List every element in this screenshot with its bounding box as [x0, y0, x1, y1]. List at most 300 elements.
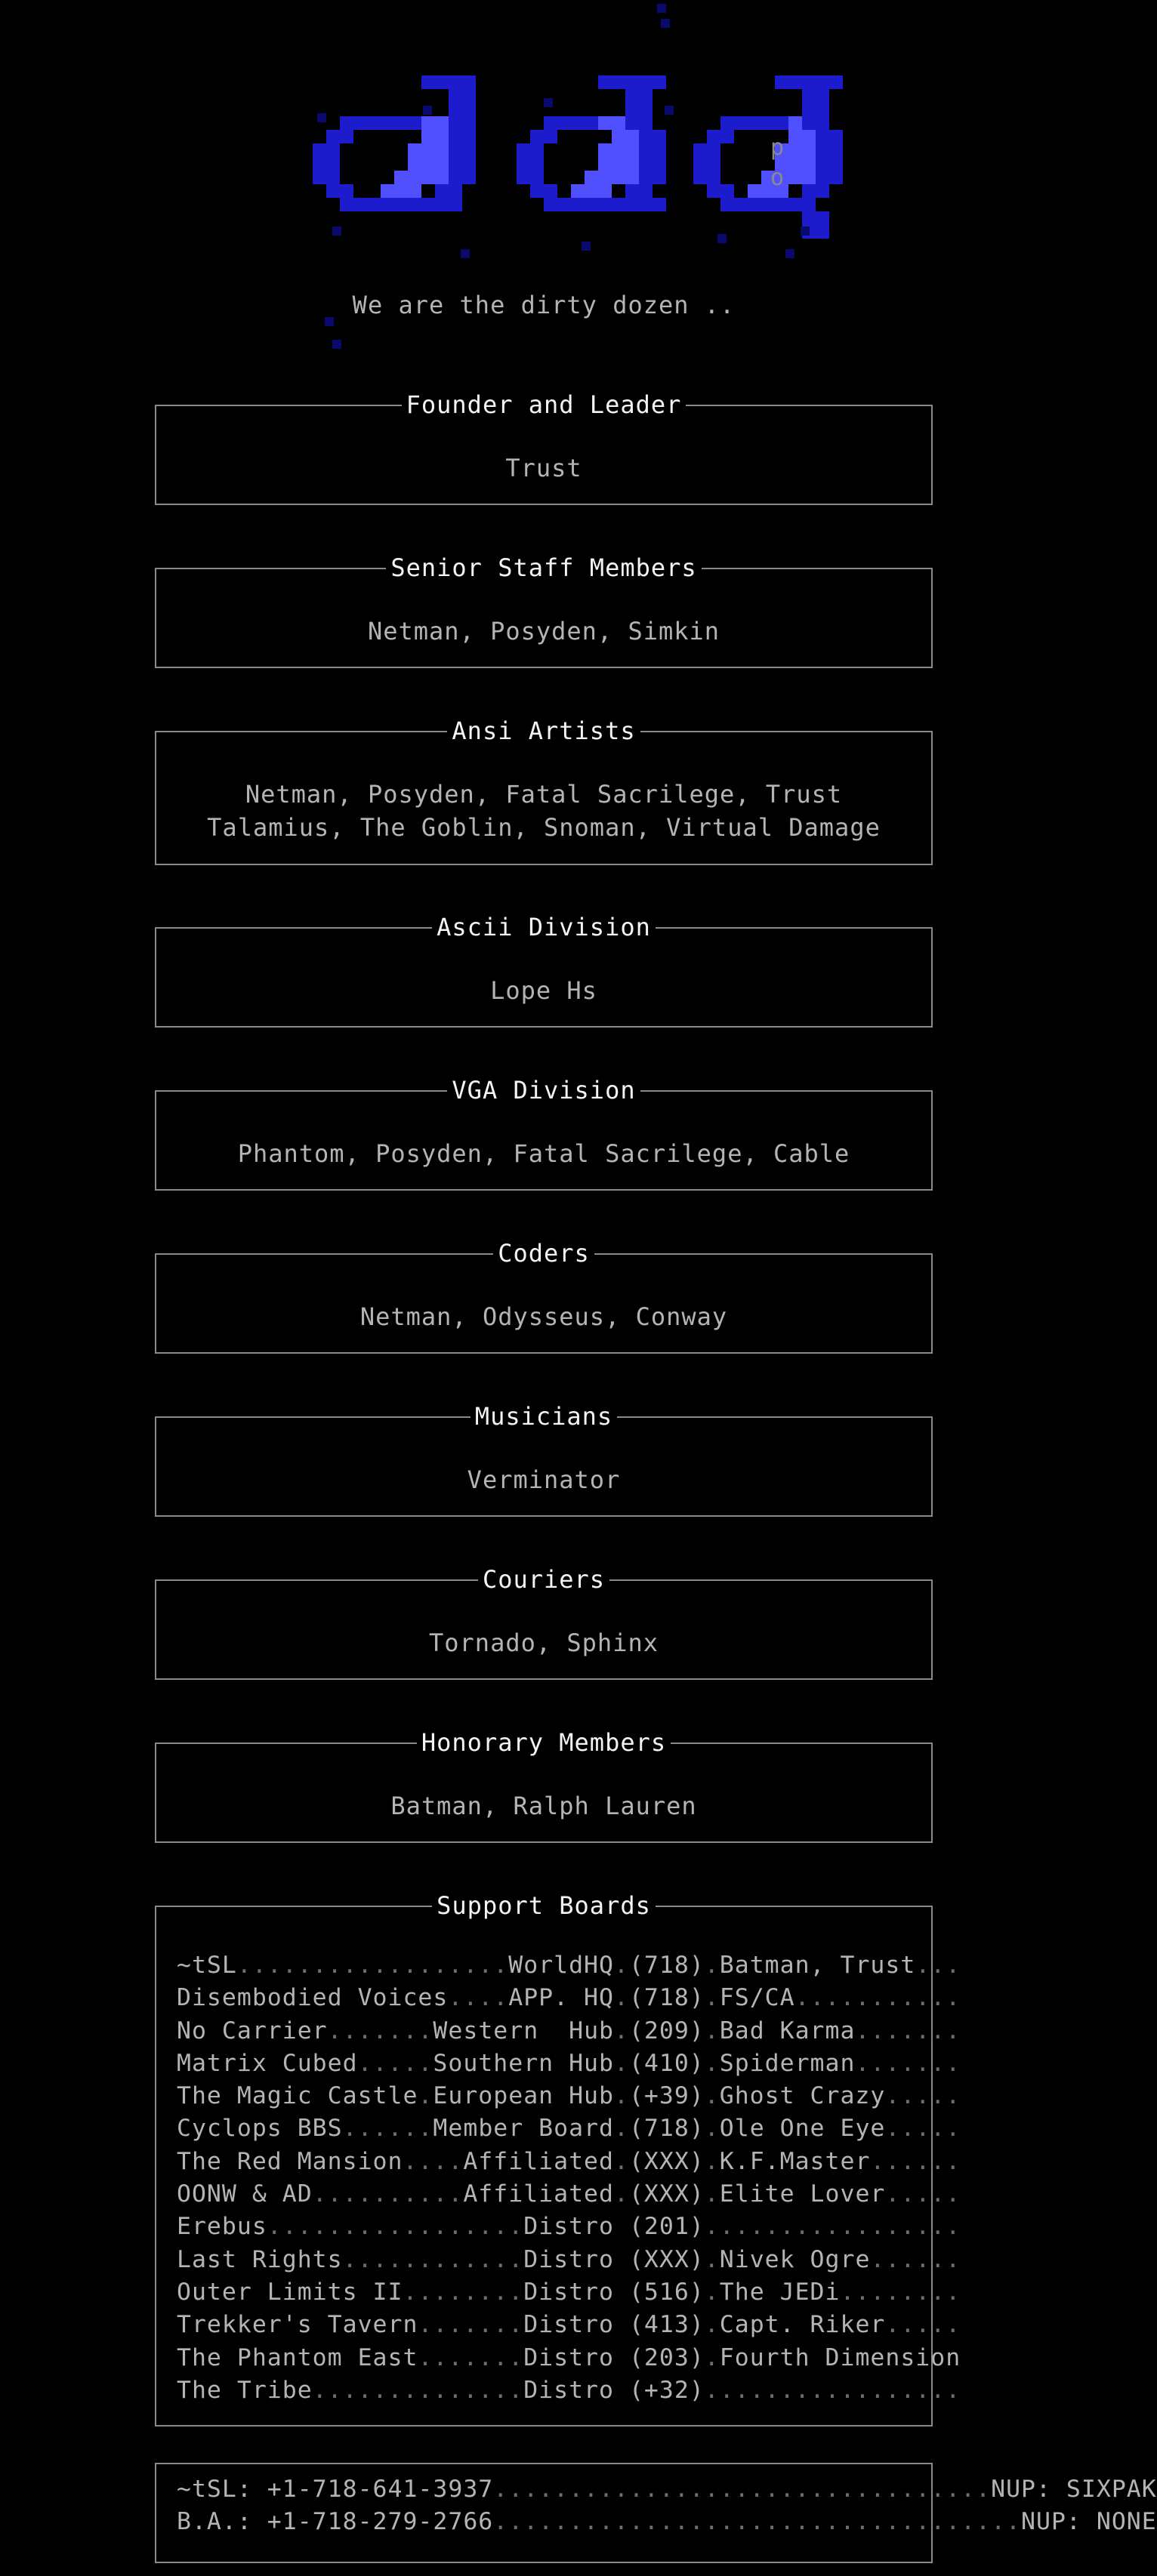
section-title-text: Ansi Artists: [447, 716, 640, 745]
logo-block: [816, 211, 829, 225]
section-ansi-artists: [155, 716, 933, 865]
logo-block: [788, 75, 802, 89]
logo-block: [571, 198, 585, 211]
section-members: Netman, Posyden, Simkin: [367, 617, 720, 646]
board-type: WorldHQ: [508, 1952, 614, 1979]
contact-nup: NUP: NONE: [1021, 2508, 1157, 2536]
section-title-text: VGA Division: [447, 1076, 640, 1105]
logo-block: [829, 75, 843, 89]
logo-block: [585, 171, 598, 184]
logo-block: [802, 184, 816, 198]
logo-block: [788, 130, 802, 143]
board-name: Cyclops BBS: [177, 2115, 343, 2143]
contact-phone: ~tSL: +1-718-641-3937: [177, 2476, 494, 2503]
logo-block: [353, 116, 367, 130]
logo-block: [598, 184, 612, 198]
board-name: Outer Limits II: [177, 2278, 403, 2306]
logo-block: [816, 130, 829, 143]
logo-block: [462, 171, 476, 184]
dot-leader: .....: [885, 2311, 961, 2339]
board-area-code: (XXX): [628, 2147, 705, 2175]
logo-block: [340, 184, 353, 198]
logo-block: [435, 75, 449, 89]
board-type: European Hub: [433, 2082, 614, 2110]
logo-block: [653, 171, 666, 184]
board-name: The Red Mansion: [177, 2147, 403, 2175]
logo-block: [707, 130, 720, 143]
logo-block: [639, 103, 653, 116]
logo-block: [788, 143, 802, 157]
support-board-row: Trekker's Tavern.......Distro (413).Capt. Riker.....: [177, 2311, 961, 2339]
logo-block: [449, 130, 462, 143]
section-coders: [155, 1239, 933, 1354]
logo-block: [802, 103, 816, 116]
logo-block: [462, 130, 476, 143]
board-area-code: (718): [628, 2115, 705, 2143]
dot-leader: .....: [885, 2180, 961, 2208]
logo-block: [367, 116, 381, 130]
logo-block: [639, 89, 653, 103]
dot-leader: ...........: [794, 1984, 961, 2012]
logo-speck: [661, 19, 670, 28]
logo-letter: o: [770, 165, 785, 191]
board-sysop: Spiderman: [719, 2049, 856, 2077]
logo-block: [734, 116, 748, 130]
board-sysop: Nivek Ogre: [719, 2245, 871, 2273]
logo-block: [544, 184, 557, 198]
tagline: We are the dirty dozen ..: [352, 291, 736, 319]
logo-block: [421, 157, 435, 171]
section-honorary-members: [155, 1728, 933, 1843]
logo-block: [408, 184, 421, 198]
dot-leader: ............: [342, 2245, 524, 2273]
dot-leader: .......: [855, 2049, 961, 2077]
logo-block: [462, 116, 476, 130]
section-title: [156, 1890, 931, 1921]
logo-block: [829, 171, 843, 184]
logo-block: [625, 184, 639, 198]
section-members: Lope Hs: [490, 976, 597, 1005]
support-board-row: ~tSL..................WorldHQ.(718).Batman, Trust...: [177, 1952, 961, 1979]
logo-block: [313, 171, 326, 184]
logo-block: [394, 116, 408, 130]
logo-block: [421, 130, 435, 143]
logo-block: [530, 143, 544, 157]
logo-block: [625, 143, 639, 157]
logo-block: [530, 157, 544, 171]
board-area-code: (203): [628, 2343, 705, 2371]
logo-block: [802, 130, 816, 143]
logo-block: [421, 143, 435, 157]
logo-block: [625, 89, 639, 103]
board-type: Distro: [523, 2376, 614, 2404]
logo-block: [381, 198, 394, 211]
logo-block: [625, 198, 639, 211]
support-board-row: The Magic Castle.European Hub.(+39).Ghost Crazy.....: [177, 2082, 961, 2110]
logo-block: [544, 130, 557, 143]
logo-block: [734, 198, 748, 211]
section-title: [156, 1238, 931, 1268]
logo-block: [748, 116, 761, 130]
board-area-code: (413): [628, 2311, 705, 2339]
logo-block: [435, 171, 449, 184]
section-members: Batman, Ralph Lauren: [390, 1792, 697, 1820]
section-members: Verminator: [467, 1465, 621, 1494]
logo-block: [530, 171, 544, 184]
board-type: Distro: [523, 2245, 614, 2273]
logo-block: [449, 143, 462, 157]
section-vga-division: [155, 1076, 933, 1191]
section-ascii-division: [155, 913, 933, 1028]
logo-block: [802, 116, 816, 130]
section-title: [156, 553, 931, 583]
support-board-row: Cyclops BBS......Member Board.(718).Ole One Eye.....: [177, 2115, 961, 2143]
logo-block: [557, 116, 571, 130]
logo-block: [829, 157, 843, 171]
dot-leader: ..............: [312, 2376, 524, 2404]
logo-speck: [582, 242, 591, 251]
logo-block: [707, 171, 720, 184]
logo-block: [421, 171, 435, 184]
logo-block: [720, 184, 734, 198]
logo-block: [571, 184, 585, 198]
logo-block: [816, 225, 829, 239]
logo-block: [435, 116, 449, 130]
logo-block: [326, 143, 340, 157]
logo-block: [693, 143, 707, 157]
logo-block: [435, 143, 449, 157]
logo-block: [625, 171, 639, 184]
logo-block: [639, 116, 653, 130]
logo-block: [816, 143, 829, 157]
logo-block: [449, 171, 462, 184]
logo-block: [462, 157, 476, 171]
board-name: OONW & AD: [177, 2180, 313, 2208]
dot-leader: .....: [357, 2049, 433, 2077]
board-name: The Tribe: [177, 2376, 313, 2404]
board-sysop: Fourth Dimension: [719, 2343, 961, 2371]
logo-block: [707, 143, 720, 157]
section-members: Netman, Posyden, Fatal Sacrilege, Trust Talamius, The Goblin, Snoman, Virtual Damage: [207, 780, 881, 842]
logo-block: [802, 171, 816, 184]
logo-block: [612, 130, 625, 143]
board-area-code: (XXX): [628, 2180, 705, 2208]
logo-block: [435, 157, 449, 171]
board-sysop: Ole One Eye: [719, 2115, 886, 2143]
dot-leader: ................: [719, 2213, 961, 2241]
board-sysop: Elite Lover: [719, 2180, 886, 2208]
dot-leader: .....: [885, 2082, 961, 2110]
contact-phone: B.A.: +1-718-279-2766: [177, 2508, 494, 2536]
logo-block: [408, 171, 421, 184]
logo-block: [421, 116, 435, 130]
dot-leader: ......: [870, 2245, 961, 2273]
support-board-row: Matrix Cubed.....Southern Hub.(410).Spiderman.......: [177, 2049, 961, 2077]
logo-block: [408, 198, 421, 211]
logo-block: [625, 103, 639, 116]
logo-speck: [317, 113, 326, 122]
dot-leader: ......: [870, 2147, 961, 2175]
logo-block: [802, 143, 816, 157]
logo-block: [775, 75, 788, 89]
logo-block: [816, 184, 829, 198]
logo-speck: [785, 249, 794, 258]
section-title: [156, 716, 931, 746]
logo-block: [435, 198, 449, 211]
board-type: Affiliated: [463, 2180, 614, 2208]
logo-block: [639, 171, 653, 184]
contact-nup: NUP: SIXPAK: [991, 2476, 1157, 2503]
logo-block: [381, 116, 394, 130]
board-area-code: (XXX): [628, 2245, 705, 2273]
board-sysop: K.F.Master: [719, 2147, 871, 2175]
support-board-row: Outer Limits II........Distro (516).The JEDi........: [177, 2278, 961, 2306]
logo-block: [639, 198, 653, 211]
logo-block: [816, 116, 829, 130]
board-type: Distro: [523, 2278, 614, 2306]
logo-block: [639, 184, 653, 198]
logo-speck: [657, 4, 666, 13]
logo-block: [313, 157, 326, 171]
logo-block: [775, 198, 788, 211]
logo-block: [449, 184, 462, 198]
logo-block: [449, 157, 462, 171]
logo-block: [788, 157, 802, 171]
dot-leader: .................: [267, 2213, 524, 2241]
board-type: Western Hub: [433, 2017, 614, 2044]
dot-leader: ......: [342, 2115, 433, 2143]
board-area-code: (+39): [628, 2082, 705, 2110]
section-members: Netman, Odysseus, Conway: [359, 1302, 728, 1331]
logo-block: [625, 130, 639, 143]
board-name: The Magic Castle: [177, 2082, 418, 2110]
logo-block: [367, 198, 381, 211]
logo-block: [449, 116, 462, 130]
logo-block: [612, 116, 625, 130]
logo-block: [639, 157, 653, 171]
board-sysop: The JEDi: [719, 2278, 841, 2306]
logo-block: [748, 198, 761, 211]
support-board-row: No Carrier.......Western Hub.(209).Bad Karma.......: [177, 2017, 961, 2044]
logo-block: [788, 171, 802, 184]
logo-block: [340, 116, 353, 130]
section-title: [156, 1075, 931, 1105]
logo-block: [612, 198, 625, 211]
logo-block: [653, 198, 666, 211]
section-title-text: Honorary Members: [417, 1728, 671, 1757]
logo-speck: [332, 340, 341, 349]
logo-speck: [423, 106, 432, 115]
contact-row: [177, 2473, 1157, 2506]
logo-block: [612, 143, 625, 157]
board-type: Southern Hub: [433, 2049, 614, 2077]
logo-speck: [801, 226, 810, 236]
logo-block: [408, 157, 421, 171]
logo-block: [353, 198, 367, 211]
logo-block: [462, 143, 476, 157]
logo-block: [612, 171, 625, 184]
support-board-row: The Tribe..............Distro (+32).................: [177, 2376, 961, 2404]
logo-speck: [717, 234, 727, 243]
section-title: [156, 1727, 931, 1758]
logo-block: [653, 143, 666, 157]
section-title: [156, 390, 931, 420]
logo-block: [761, 198, 775, 211]
logo-block: [625, 157, 639, 171]
logo-block: [326, 184, 340, 198]
logo-block: [517, 143, 530, 157]
logo-speck: [665, 106, 674, 115]
logo-block: [530, 130, 544, 143]
board-name: No Carrier: [177, 2017, 328, 2044]
section-members: Phantom, Posyden, Fatal Sacrilege, Cable: [237, 1139, 850, 1168]
dot-leader: .....: [885, 2115, 961, 2143]
logo-block: [313, 143, 326, 157]
logo-block: [653, 157, 666, 171]
logo-block: [598, 143, 612, 157]
logo-letter: p: [770, 134, 785, 161]
board-type: Affiliated: [463, 2147, 614, 2175]
logo-block: [421, 75, 435, 89]
logo-block: [720, 198, 734, 211]
logo-block: [449, 75, 462, 89]
support-board-row: Disembodied Voices....APP. HQ.(718).FS/CA...........: [177, 1984, 961, 2012]
dot-leader: .......: [855, 2017, 961, 2044]
logo-block: [748, 184, 761, 198]
logo-block: [340, 198, 353, 211]
board-name: Erebus: [177, 2213, 267, 2241]
logo-block: [598, 75, 612, 89]
logo-speck: [544, 98, 553, 107]
logo-block: [544, 198, 557, 211]
board-name: Matrix Cubed: [177, 2049, 358, 2077]
logo-block: [462, 89, 476, 103]
logo-block: [639, 75, 653, 89]
dot-leader: ........: [403, 2278, 524, 2306]
contact-list: [156, 2464, 1157, 2539]
board-name: Disembodied Voices: [177, 1984, 449, 2012]
support-board-row: OONW & AD..........Affiliated.(XXX).Elite Lover.....: [177, 2180, 961, 2208]
logo-block: [775, 116, 788, 130]
board-name: The Phantom East: [177, 2343, 418, 2371]
logo-block: [598, 198, 612, 211]
contact-row: [177, 2506, 1157, 2538]
logo-block: [612, 157, 625, 171]
logo-block: [517, 157, 530, 171]
dot-leader: .: [418, 2082, 433, 2110]
logo-block: [816, 103, 829, 116]
board-sysop: Batman, Trust: [719, 1952, 916, 1979]
logo-block: [340, 130, 353, 143]
logo-block: [585, 184, 598, 198]
dot-leader: .......: [327, 2017, 433, 2044]
logo-block: [326, 157, 340, 171]
dot-leader: ...................................: [493, 2508, 1022, 2536]
board-area-code: (516): [628, 2278, 705, 2306]
board-name: Last Rights: [177, 2245, 343, 2273]
logo-block: [408, 116, 421, 130]
board-type: Distro: [523, 2311, 614, 2339]
logo-block: [788, 116, 802, 130]
dot-leader: ..................: [236, 1952, 509, 1979]
section-title-text: Founder and Leader: [402, 390, 686, 419]
board-type: Distro: [523, 2213, 614, 2241]
section-title-text: Coders: [493, 1239, 594, 1268]
logo-block: [720, 130, 734, 143]
section-members: Tornado, Sphinx: [429, 1628, 659, 1657]
board-area-code: (201): [628, 2213, 705, 2241]
board-area-code: (718): [628, 1952, 705, 1979]
logo-block: [408, 143, 421, 157]
logo-block: [693, 171, 707, 184]
logo-block: [802, 198, 816, 211]
board-sysop: FS/CA: [719, 1984, 795, 2012]
section-title-text: Couriers: [478, 1565, 609, 1594]
logo-block: [816, 89, 829, 103]
board-name: Trekker's Tavern: [177, 2311, 418, 2339]
dot-leader: ....: [448, 1984, 509, 2012]
logo-block: [612, 75, 625, 89]
dot-leader: ..........: [312, 2180, 464, 2208]
board-name: ~tSL: [177, 1952, 237, 1979]
logo-block: [598, 171, 612, 184]
logo-block: [693, 157, 707, 171]
dot-leader: .......: [418, 2343, 524, 2371]
section-title-text: Senior Staff Members: [386, 553, 701, 582]
logo-block: [394, 198, 408, 211]
logo-speck: [332, 226, 341, 236]
logo-block: [639, 130, 653, 143]
support-board-row: The Red Mansion....Affiliated.(XXX).K.F.Master......: [177, 2147, 961, 2175]
section-couriers: [155, 1565, 933, 1680]
logo-block: [707, 184, 720, 198]
logo-block: [816, 171, 829, 184]
logo-block: [788, 198, 802, 211]
contact-section: [155, 2463, 1157, 2563]
logo-block: [517, 171, 530, 184]
logo-block: [802, 89, 816, 103]
board-type: APP. HQ: [508, 1984, 614, 2012]
logo-block: [381, 184, 394, 198]
logo-block: [802, 211, 816, 225]
logo-block: [707, 157, 720, 171]
logo-block: [802, 157, 816, 171]
logo-speck: [461, 249, 470, 258]
logo-block: [544, 116, 557, 130]
logo-block: [449, 103, 462, 116]
logo-block: [530, 184, 544, 198]
dot-leader: ................: [719, 2376, 961, 2404]
logo-block: [653, 75, 666, 89]
support-boards-list: [156, 1907, 961, 2407]
logo-block: [462, 103, 476, 116]
dot-leader: ...: [915, 1952, 961, 1979]
support-board-row: Last Rights............Distro (XXX).Nivek Ogre......: [177, 2245, 961, 2273]
dot-leader: ....: [403, 2147, 464, 2175]
section-title: [156, 1401, 931, 1431]
logo-block: [653, 130, 666, 143]
logo-block: [394, 184, 408, 198]
logo-block: [449, 198, 462, 211]
section-senior-staff-members: [155, 553, 933, 668]
section-title: [156, 912, 931, 942]
logo-block: [816, 75, 829, 89]
logo-block: [802, 75, 816, 89]
logo-block: [720, 116, 734, 130]
logo-block: [394, 171, 408, 184]
logo-block: [639, 143, 653, 157]
logo-block: [625, 116, 639, 130]
